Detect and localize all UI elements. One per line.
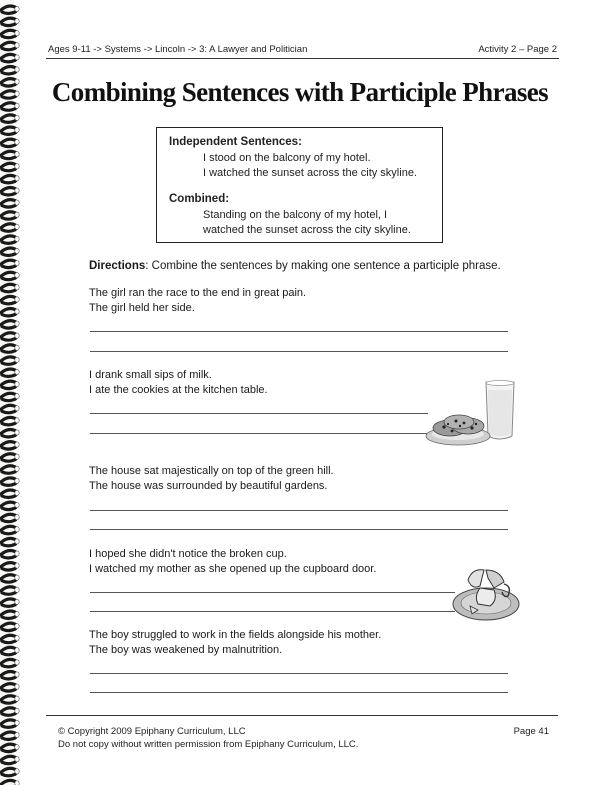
answer-line[interactable] [90, 413, 428, 414]
answer-line[interactable] [90, 331, 508, 332]
answer-line[interactable] [90, 673, 508, 674]
answer-line[interactable] [90, 692, 508, 693]
directions [89, 260, 501, 272]
exercise-sentence: The boy was weakened by malnutrition. [89, 644, 283, 656]
footer-divider [46, 715, 558, 716]
spiral-binding-icon [0, 0, 22, 785]
page-number: Page 41 [513, 726, 549, 737]
answer-line[interactable] [90, 510, 508, 511]
copy-notice: Do not copy without written permission from Epiphany Curriculum, LLC. [58, 739, 359, 750]
breadcrumb: Ages 9-11 -> Systems -> Lincoln -> 3: A Lawyer and Politician [48, 44, 308, 55]
exercise-sentence: I drank small sips of milk. [89, 369, 212, 381]
broken-cup-icon [450, 566, 522, 622]
combined-line: Standing on the balcony of my hotel, I [203, 209, 388, 221]
header-divider [46, 58, 559, 59]
exercise-sentence: I watched my mother as she opened up the cupboard door. [89, 563, 377, 575]
exercise-sentence: The house was surrounded by beautiful gardens. [89, 480, 328, 492]
copyright: © Copyright 2009 Epiphany Curriculum, LLC [58, 726, 246, 737]
combined-line: watched the sunset across the city skyline. [203, 224, 411, 236]
combined-heading: Combined: [169, 193, 230, 205]
answer-line[interactable] [90, 529, 508, 530]
answer-line[interactable] [90, 592, 455, 593]
answer-line[interactable] [90, 611, 455, 612]
activity-label: Activity 2 – Page 2 [478, 44, 557, 55]
exercise-sentence: The boy struggled to work in the fields alongside his mother. [89, 629, 382, 641]
independent-heading: Independent Sentences: [169, 136, 302, 148]
exercise-sentence: The house sat majestically on top of the green hill. [89, 465, 334, 477]
answer-line[interactable] [90, 351, 508, 352]
directions-label: Directions [89, 260, 146, 272]
independent-line: I stood on the balcony of my hotel. [203, 152, 371, 164]
example-box [156, 127, 443, 243]
page-title: Combining Sentences with Participle Phrases [51, 77, 549, 107]
cookies-and-milk-icon [424, 378, 519, 448]
exercise-sentence: I ate the cookies at the kitchen table. [89, 384, 268, 396]
answer-line[interactable] [90, 433, 428, 434]
directions-text: : Combine the sentences by making one sentence a participle phrase. [145, 260, 501, 272]
exercise-sentence: I hoped she didn't notice the broken cup. [89, 548, 287, 560]
exercise-sentence: The girl ran the race to the end in great pain. [89, 287, 307, 299]
independent-line: I watched the sunset across the city skyline. [203, 167, 417, 179]
exercise-sentence: The girl held her side. [89, 302, 195, 314]
